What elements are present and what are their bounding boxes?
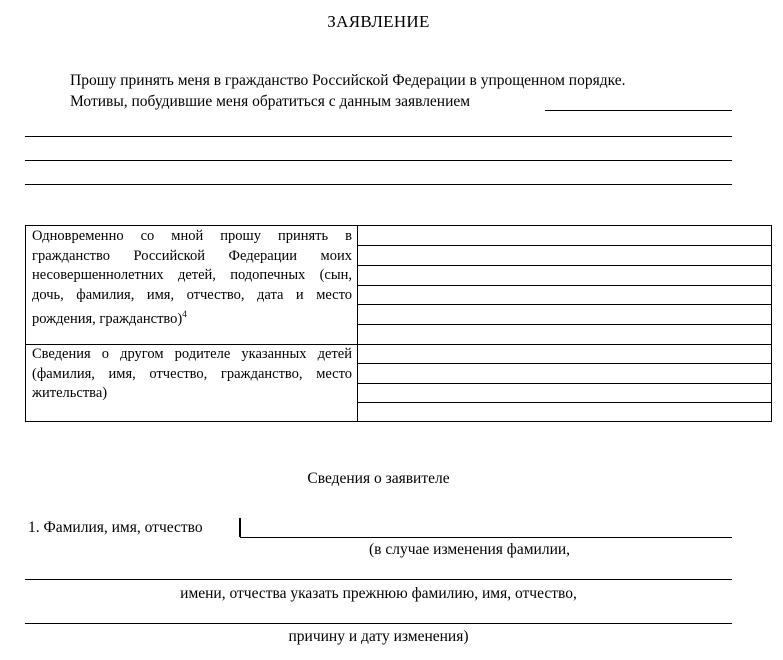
children-row-divider	[357, 324, 771, 325]
children-row-divider	[357, 285, 771, 286]
children-row-divider	[357, 265, 771, 266]
motives-field-line-3[interactable]	[25, 160, 732, 161]
children-label-cell	[32, 227, 352, 330]
footnote-marker: 4	[182, 309, 187, 319]
fio-field-line-3[interactable]	[25, 623, 732, 624]
children-row-divider	[357, 304, 771, 305]
fio-note-line3: причину и дату изменения)	[288, 628, 469, 645]
fio-field-line[interactable]	[240, 537, 732, 538]
parent-row-divider	[357, 383, 771, 384]
other-parent-label-cell	[32, 345, 352, 404]
children-row-divider	[357, 245, 771, 246]
section-title: Сведения о заявителе	[307, 470, 450, 487]
motives-field-line-2[interactable]	[25, 136, 732, 137]
children-label: Одновременно со мной прошу принять в гражданство Российской Федерации моих несовершеннолетних детей, подопечных (сын, дочь, фамилия, имя, отчество, дата и место рождения, гражданство)	[32, 228, 352, 327]
children-table	[25, 225, 772, 422]
request-line: Прошу принять меня в гражданство Российской Федерации в упрощенном порядке.	[70, 72, 626, 89]
fio-note-line1: (в случае изменения фамилии,	[369, 541, 571, 558]
motives-label: Мотивы, побудившие меня обратиться с данным заявлением	[70, 93, 471, 110]
text-cursor	[239, 518, 241, 537]
other-parent-label: Сведения о другом родителе указанных детей (фамилия, имя, отчество, гражданство, место жительства)	[32, 346, 352, 401]
fio-label: 1. Фамилия, имя, отчество	[28, 519, 203, 536]
motives-field-line[interactable]	[545, 110, 732, 111]
parent-row-divider	[357, 363, 771, 364]
parent-row-divider	[357, 402, 771, 403]
page-title: ЗАЯВЛЕНИЕ	[327, 12, 430, 31]
fio-field-line-2[interactable]	[25, 579, 732, 580]
fio-note-line2: имени, отчества указать прежнюю фамилию, имя, отчество,	[180, 585, 577, 602]
motives-field-line-4[interactable]	[25, 184, 732, 185]
